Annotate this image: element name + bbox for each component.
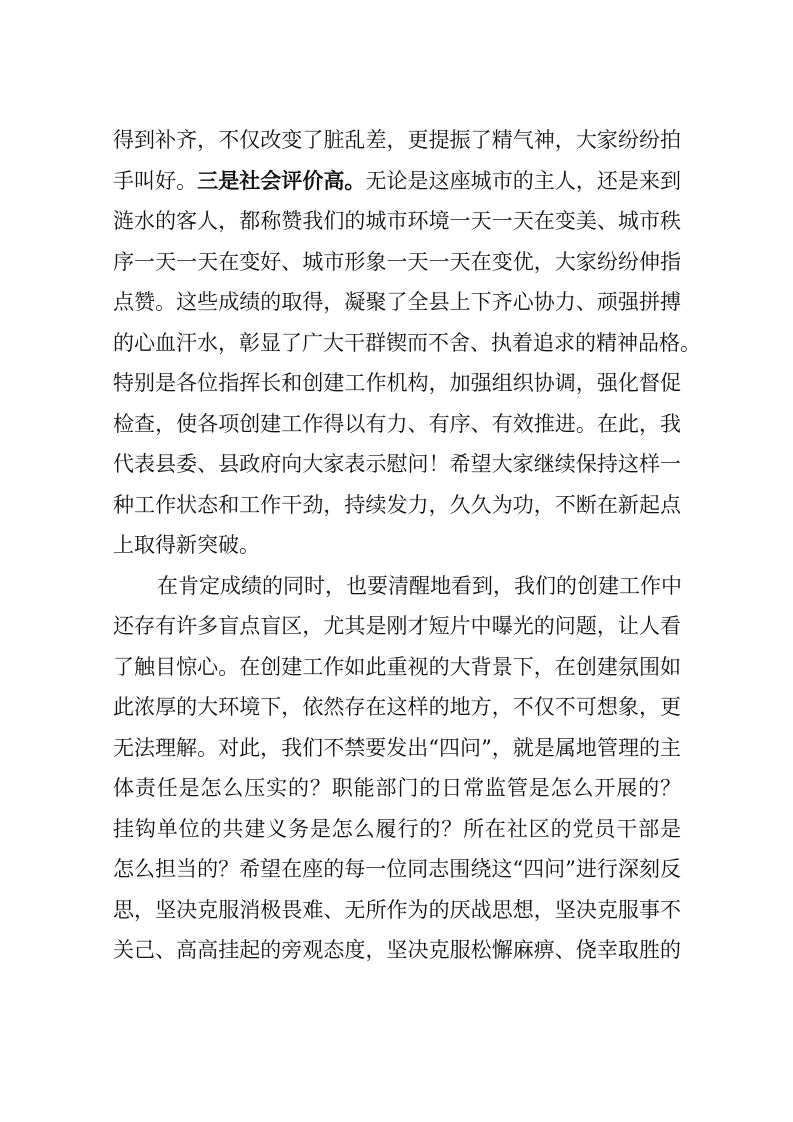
document-page — [113, 120, 701, 971]
text-line: 种工作状态和工作干劲，持续发力，久久为功，不断在新起点 — [113, 492, 681, 517]
text-line: 思，坚决克服消极畏难、无所作为的厌战思想，坚决克服事不 — [113, 897, 681, 922]
text-line: 的心血汗水，彰显了广大干群锲而不舍、执着追求的精神品格。 — [113, 330, 701, 355]
text-line: 特别是各位指挥长和创建工作机构，加强组织协调，强化督促 — [113, 371, 681, 395]
text-line: 关己、高高挂起的旁观态度，坚决克服松懈麻痹、侥幸取胜的 — [113, 938, 681, 962]
text-line: 在肯定成绩的同时，也要清醒地看到，我们的创建工作中 — [157, 573, 682, 598]
text-line: 还存有许多盲点盲区，尤其是刚才短片中曝光的问题，让人看 — [113, 614, 681, 638]
text-line: 代表县委、县政府向大家表示慰问！希望大家继续保持这样一 — [113, 452, 681, 476]
bold-heading: 三是社会评价高。 — [197, 167, 366, 193]
text-line: 挂钩单位的共建义务是怎么履行的？所在社区的党员干部是 — [113, 816, 681, 841]
text-line: 点赞。这些成绩的取得，凝聚了全县上下齐心协力、顽强拼搏 — [113, 290, 681, 314]
text-line — [113, 161, 681, 202]
text-line: 无法理解。对此，我们不禁要发出“四问”，就是属地管理的主 — [113, 735, 681, 760]
text-line: 上取得新突破。 — [113, 533, 260, 557]
text-line: 得到补齐，不仅改变了脏乱差，更提振了精气神，大家纷纷拍 — [113, 128, 681, 152]
text-line: 检查，使各项创建工作得以有力、有序、有效推进。在此，我 — [113, 411, 681, 436]
text-line: 体责任是怎么压实的？职能部门的日常监管是怎么开展的？ — [113, 776, 681, 800]
text-line: 此浓厚的大环境下，依然存在这样的地方，不仅不可想象，更 — [113, 695, 681, 719]
text-segment: 手叫好。 — [113, 168, 198, 193]
text-segment: 无论是这座城市的主人，还是来到 — [365, 168, 682, 193]
text-line: 怎么担当的？希望在座的每一位同志围绕这“四问”进行深刻反 — [113, 857, 681, 881]
paragraph-2 — [113, 566, 681, 971]
text-line: 序一天一天在变好、城市形象一天一天在变优，大家纷纷伸指 — [113, 249, 681, 274]
text-line: 了触目惊心。在创建工作如此重视的大背景下，在创建氛围如 — [113, 654, 681, 679]
paragraph-1 — [113, 120, 701, 566]
text-line: 涟水的客人，都称赞我们的城市环境一天一天在变美、城市秩 — [113, 209, 681, 233]
